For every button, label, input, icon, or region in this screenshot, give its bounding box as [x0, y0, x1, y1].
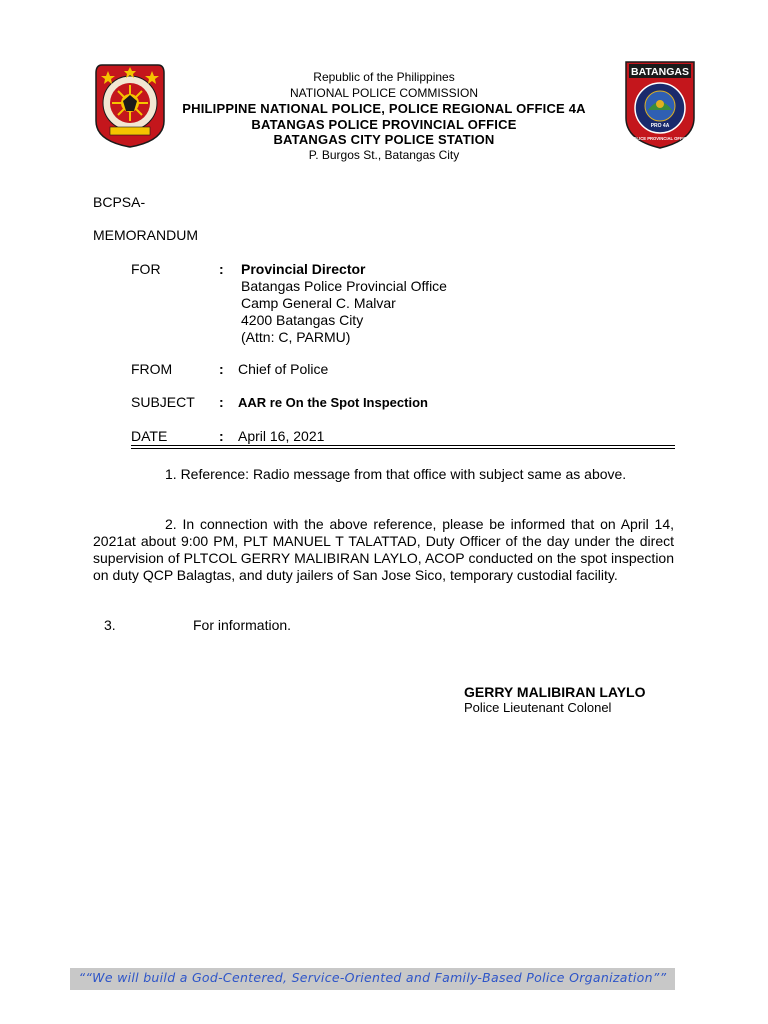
signatory-name: GERRY MALIBIRAN LAYLO — [464, 684, 646, 700]
recipient-attention: (Attn: C, PARMU) — [241, 329, 351, 345]
date-colon: : — [219, 428, 224, 444]
for-label: FOR — [131, 261, 161, 277]
paragraph-1-text: 1. Reference: Radio message from that office with subject same as above. — [165, 466, 627, 482]
date-value: April 16, 2021 — [238, 428, 325, 444]
svg-text:POLICE PROVINCIAL OFFICE: POLICE PROVINCIAL OFFICE — [630, 136, 690, 141]
recipient-camp: Camp General C. Malvar — [241, 295, 396, 311]
svg-text:PRO 4A: PRO 4A — [650, 123, 670, 129]
batangas-ppo-badge-logo — [622, 60, 698, 150]
header-address: P. Burgos St., Batangas City — [308, 147, 460, 162]
header-divider-second — [131, 448, 675, 449]
svg-text:BATANGAS: BATANGAS — [631, 66, 689, 78]
paragraph-1 — [93, 466, 674, 483]
signatory-rank: Police Lieutenant Colonel — [464, 700, 612, 715]
recipient-office: Batangas Police Provincial Office — [241, 278, 447, 294]
date-label: DATE — [131, 428, 168, 444]
for-colon: : — [219, 261, 224, 277]
recipient-title: Provincial Director — [241, 261, 366, 277]
header-station: BATANGAS CITY POLICE STATION — [273, 132, 495, 147]
header-provincial-office: BATANGAS POLICE PROVINCIAL OFFICE — [251, 116, 517, 132]
memo-type: MEMORANDUM — [93, 227, 198, 243]
paragraph-2-text: 2. In connection with the above reference, please be informed that on April 14, 2021at about 9:00 PM, PLT MANUEL T TALATTAD, Duty Officer of the day under the direct supervision of PLTCOL GERRY MALIBIRAN LAYLO, ACOP conducted on the spot inspection on duty QCP Balagtas, and duty jailers of San Jose Sico, temporary custodial facility. — [93, 516, 674, 583]
header-pnp-region: PHILIPPINE NATIONAL POLICE, POLICE REGIONAL OFFICE 4A — [182, 101, 586, 116]
header-divider — [131, 445, 675, 446]
footer-motto: ““We will build a God-Centered, Service-Oriented and Family-Based Police Organization”” — [78, 970, 667, 985]
paragraph-2 — [93, 516, 674, 584]
from-colon: : — [219, 361, 224, 377]
header-republic: Republic of the Philippines — [313, 70, 455, 84]
letterhead — [150, 70, 618, 163]
subject-colon: : — [219, 394, 224, 410]
from-value: Chief of Police — [238, 361, 329, 377]
subject-value: AAR re On the Spot Inspection — [238, 395, 428, 410]
recipient-block — [241, 261, 447, 346]
paragraph-3-text: For information. — [193, 617, 292, 633]
header-napolcom: NATIONAL POLICE COMMISSION — [289, 85, 479, 100]
from-label: FROM — [131, 361, 173, 377]
paragraph-3-number: 3. — [104, 617, 116, 633]
recipient-city: 4200 Batangas City — [241, 312, 364, 328]
reference-number: BCPSA- — [93, 194, 146, 210]
subject-label: SUBJECT — [131, 394, 195, 410]
